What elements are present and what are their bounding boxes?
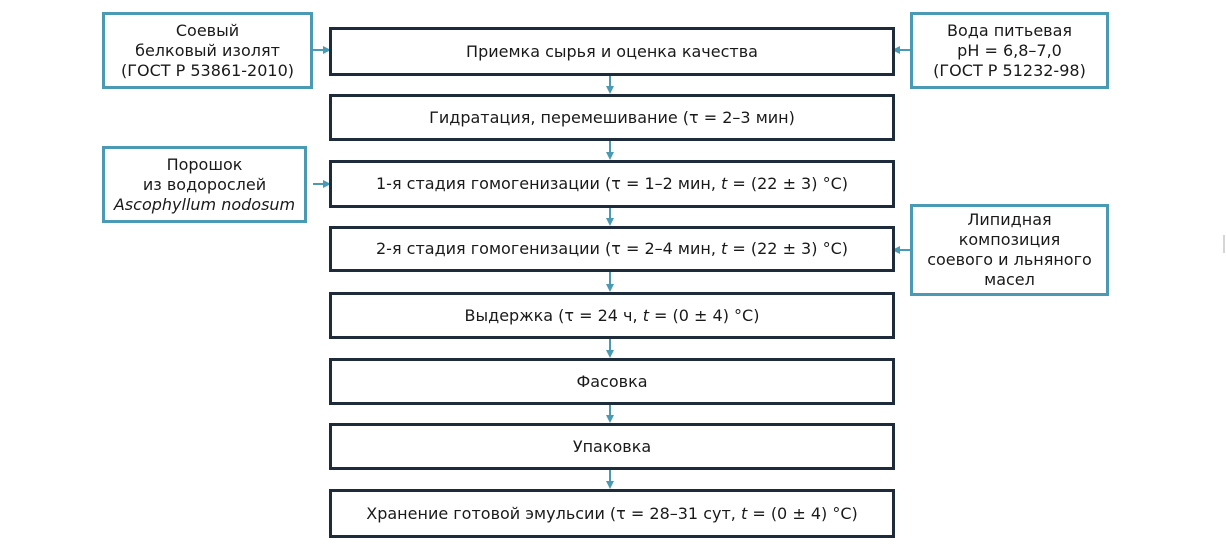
step-storage bbox=[329, 489, 895, 538]
step-homogenization-1 bbox=[329, 160, 895, 208]
step-label: 1-я стадия гомогенизации (τ = 1–2 мин, t = (22 ± 3) °C) bbox=[376, 174, 848, 193]
step-raw-material-acceptance bbox=[329, 27, 895, 76]
step-label: Выдержка (τ = 24 ч, t = (0 ± 4) °C) bbox=[464, 305, 760, 325]
input-drinking-water: Вода питьевая pH = 6,8–7,0 (ГОСТ Р 51232-98) bbox=[910, 12, 1109, 89]
step-hydration bbox=[329, 94, 895, 141]
input-soy-protein-isolate: Соевый белковый изолят (ГОСТ Р 53861-2010) bbox=[102, 12, 313, 89]
step-filling bbox=[329, 358, 895, 405]
input-lipid-composition: Липидная композиция соевого и льняного масел bbox=[910, 204, 1109, 296]
input-algae-powder: Порошок из водорослей Ascophyllum nodosum bbox=[102, 146, 307, 223]
step-label: Фасовка bbox=[576, 371, 648, 391]
step-label: Приемка сырья и оценка качества bbox=[466, 41, 758, 61]
step-label: Гидратация, перемешивание (τ = 2–3 мин) bbox=[429, 107, 795, 127]
step-homogenization-2 bbox=[329, 226, 895, 272]
step-label: Упаковка bbox=[572, 436, 652, 456]
step-packaging bbox=[329, 423, 895, 470]
step-label: 2-я стадия гомогенизации (τ = 2–4 мин, t = (22 ± 3) °C) bbox=[376, 239, 848, 258]
scrollbar-hint bbox=[1223, 235, 1225, 253]
step-label: Хранение готовой эмульсии (τ = 28–31 сут, t = (0 ± 4) °C) bbox=[366, 503, 858, 523]
step-holding bbox=[329, 292, 895, 339]
